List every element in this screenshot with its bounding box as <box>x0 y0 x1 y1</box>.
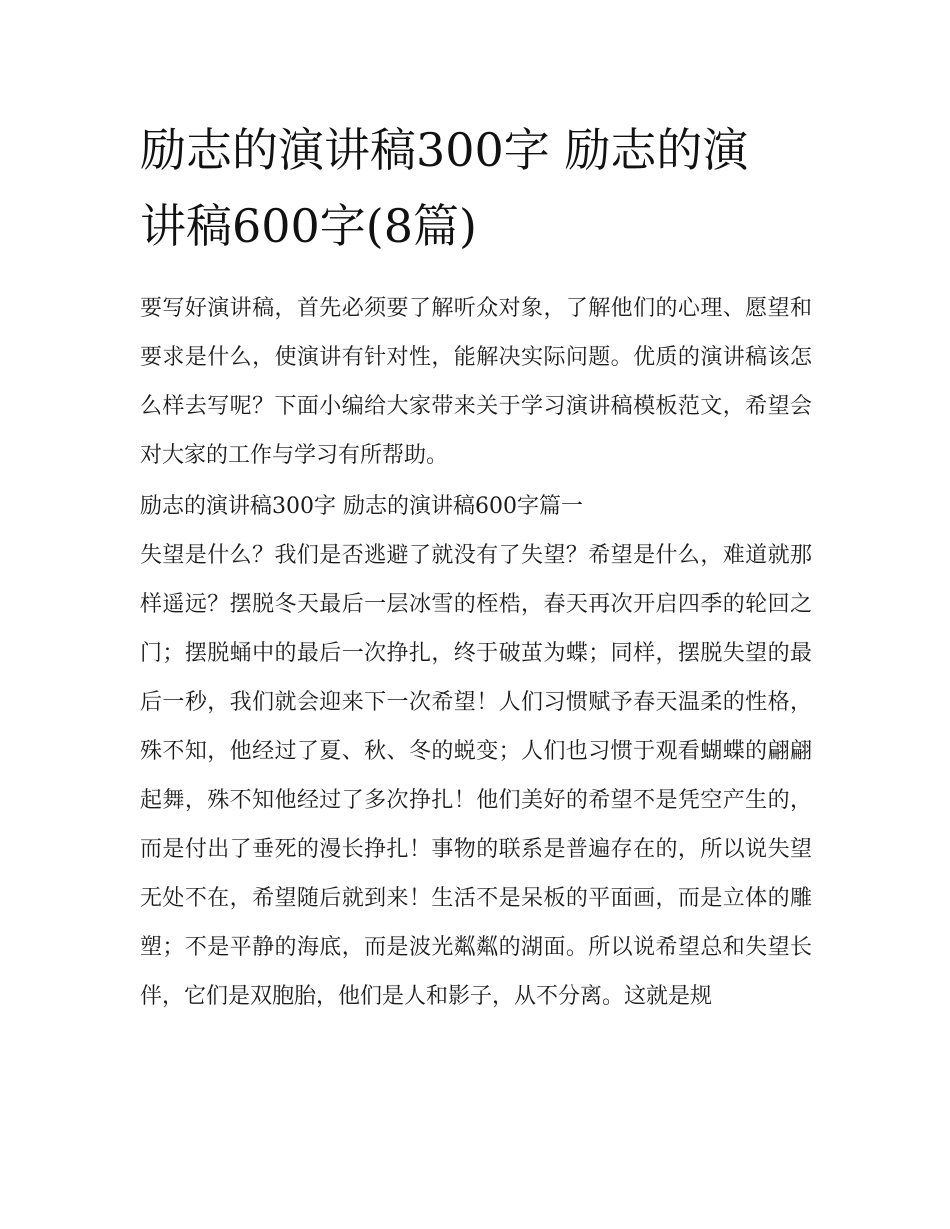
section-heading: 励志的演讲稿300字 励志的演讲稿600字篇一 <box>140 494 583 519</box>
document-title-line-1: 励志的演讲稿300字 励志的演 <box>140 123 749 177</box>
section-body-paragraph: 失望是什么？我们是否逃避了就没有了失望？希望是什么，难道就那样遥远？摆脱冬天最后一层冰雪的桎梏，春天再次开启四季的轮回之门；摆脱蛹中的最后一次挣扎，终于破茧为蝶；同样，摆脱失望的最后一秒，我们就会迎来下一次希望！人们习惯赋予春天温柔的性格，殊不知，他经过了夏、秋、冬的蜕变；人们也习惯于观看蝴蝶的翩翩起舞，殊不知他经过了多次挣扎！他们美好的希望不是凭空产生的，而是付出了垂死的漫长挣扎！事物的联系是普遍存在的，所以说失望无处不在，希望随后就到来！生活不是呆板的平面画，而是立体的雕塑；不是平静的海底，而是波光粼粼的湖面。所以说希望总和失望长伴，它们是双胞胎，他们是人和影子，从不分离。这就是规 <box>140 543 812 1009</box>
intro-paragraph: 要写好演讲稿，首先必须要了解听众对象，了解他们的心理、愿望和要求是什么，使演讲有针对性，能解决实际问题。优质的演讲稿该怎么样去写呢？下面小编给大家带来关于学习演讲稿模板范文，希望会对大家的工作与学习有所帮助。 <box>140 296 812 468</box>
document-content <box>140 112 812 1021</box>
document-title <box>140 112 812 264</box>
document-title-line-2: 讲稿600字(8篇) <box>140 199 477 253</box>
